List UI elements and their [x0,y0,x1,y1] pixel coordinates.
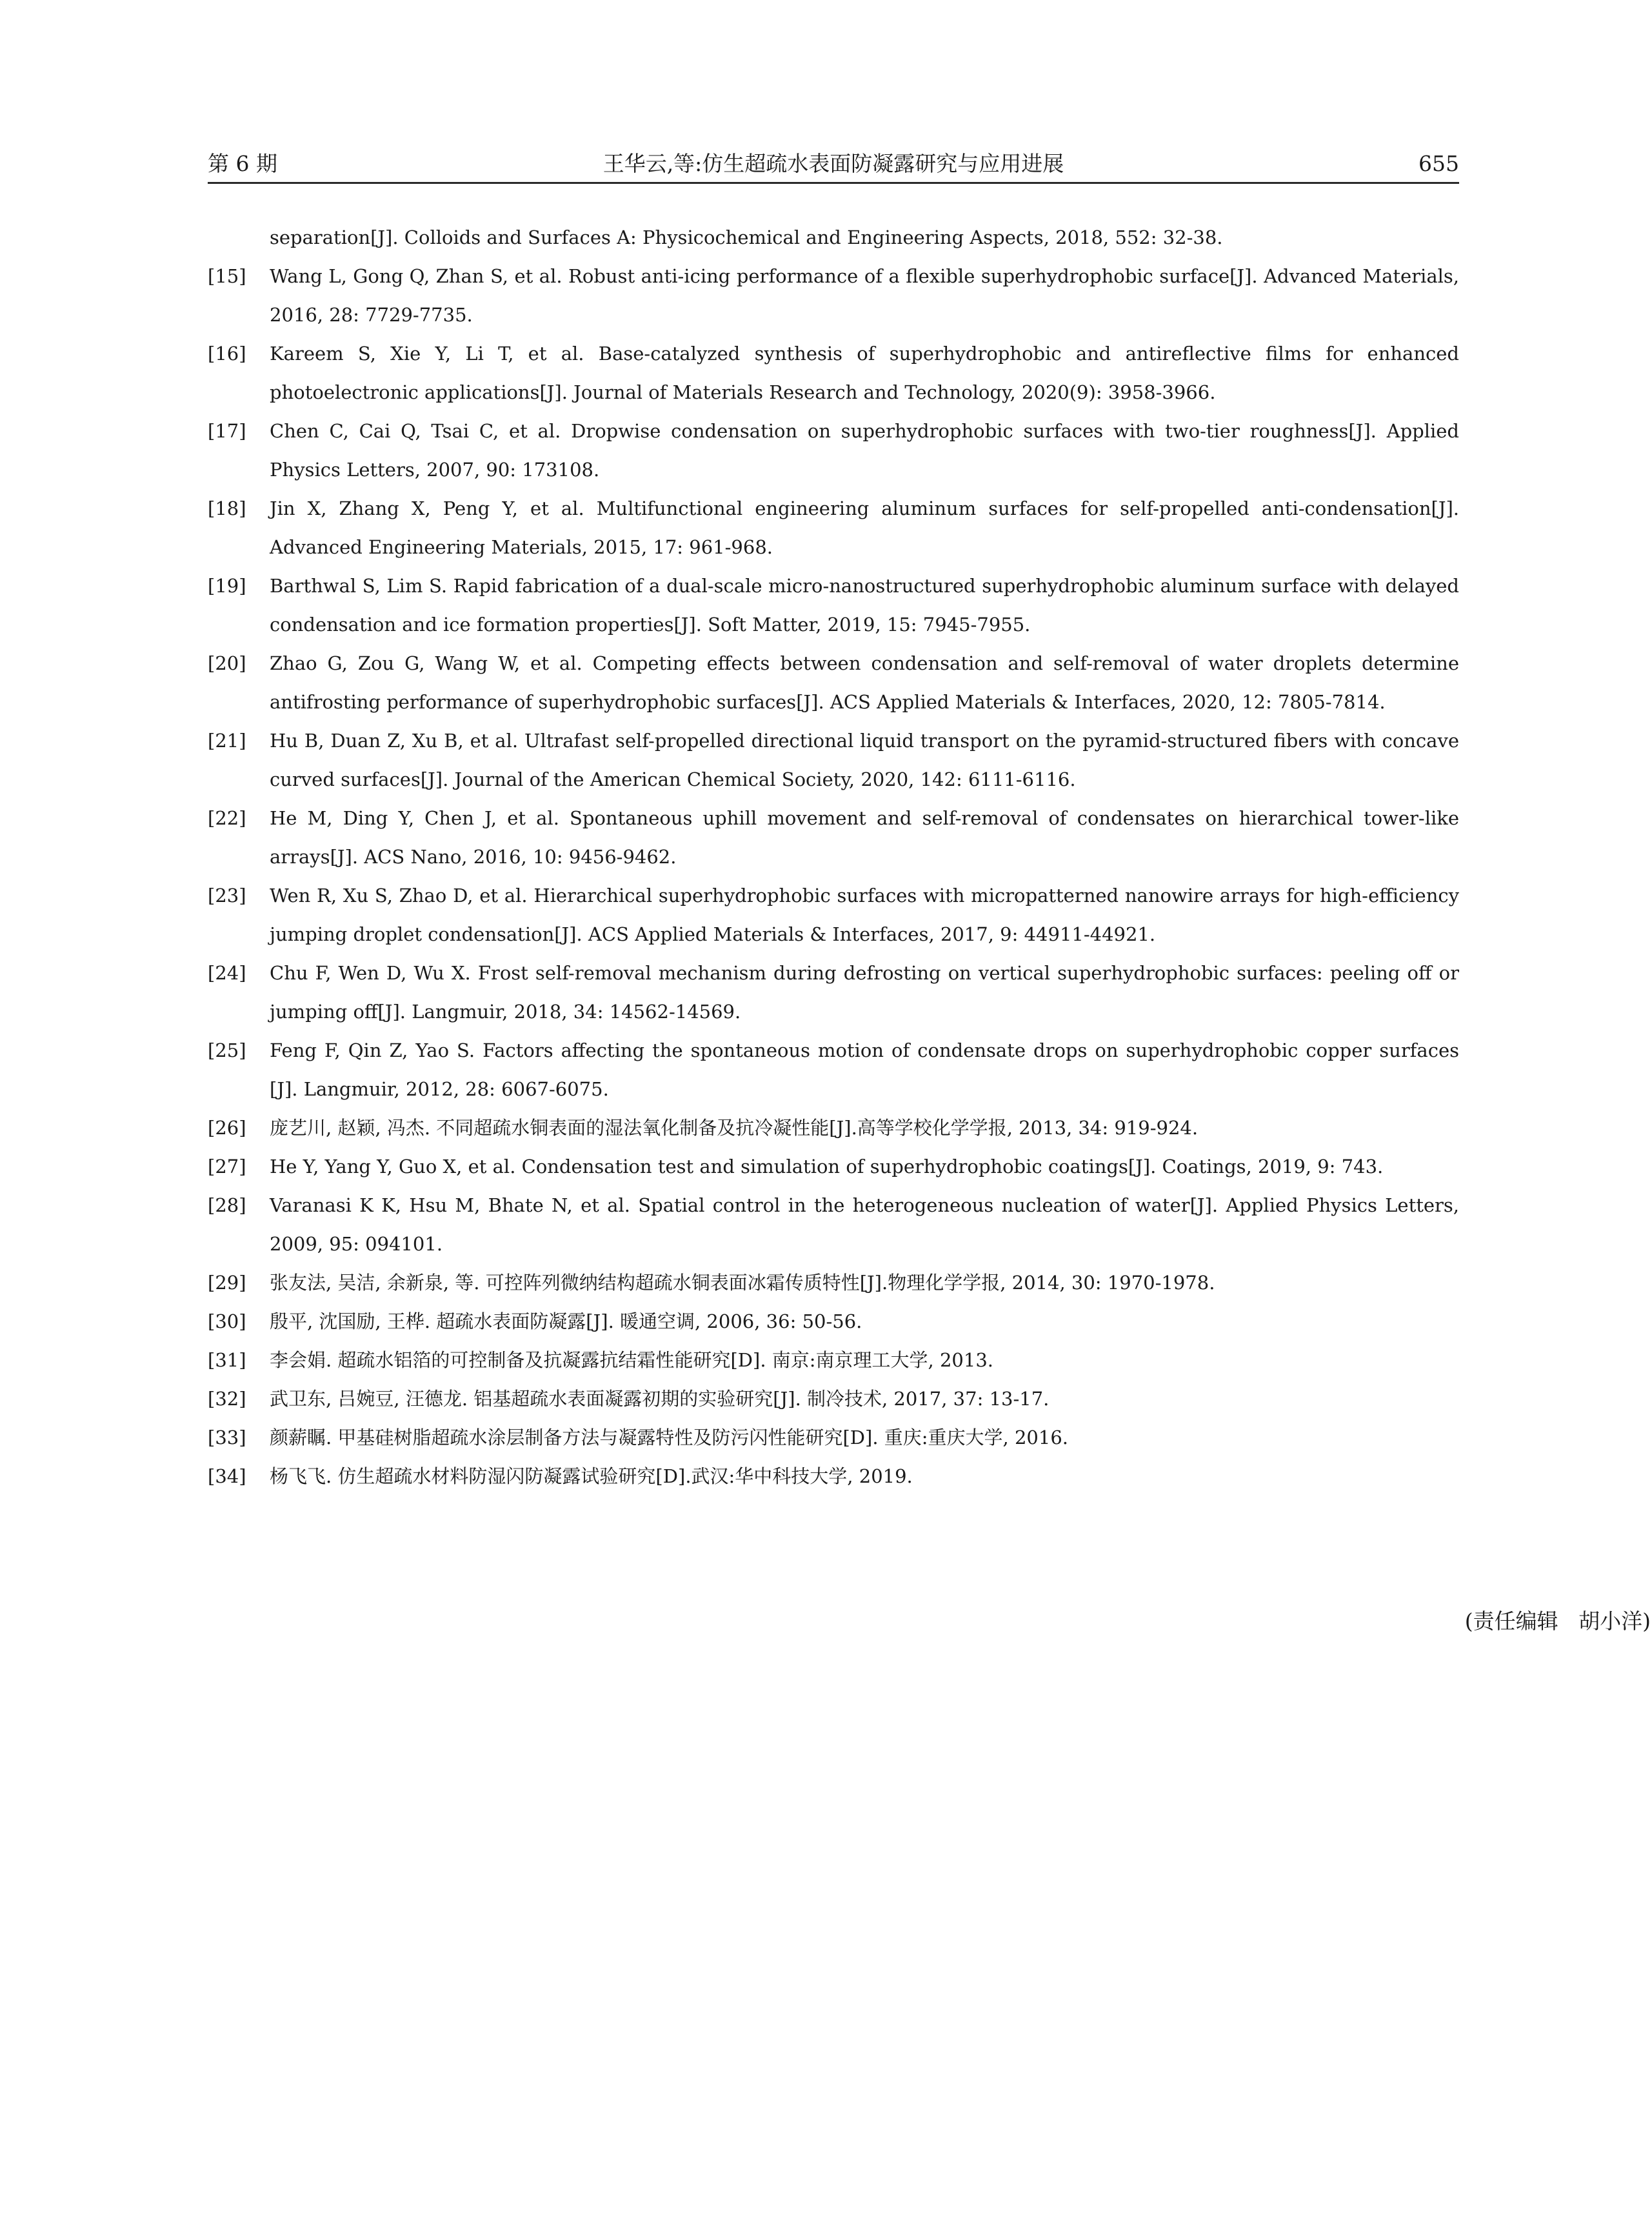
running-header [208,146,1459,184]
reference-number: [24] [208,962,246,984]
reference-item [208,489,1459,566]
reference-number: [29] [208,1272,246,1294]
reference-text: 庞艺川, 赵颖, 冯杰. 不同超疏水铜表面的湿法氧化制备及抗冷凝性能[J].高等学校化学学报, 2013, 34: 919-924. [270,1117,1199,1139]
reference-text: 颜薪瞩. 甲基硅树脂超疏水涂层制备方法与凝露特性及防污闪性能研究[D]. 重庆:重庆大学, 2016. [270,1427,1068,1448]
reference-number: [15] [208,265,246,287]
reference-item [208,721,1459,799]
reference-number: [25] [208,1039,246,1061]
reference-number: [30] [208,1310,246,1332]
reference-text: Wen R, Xu S, Zhao D, et al. Hierarchical superhydrophobic surfaces with micropatterned nanowire arrays for high-efficiency jumping droplet condensation[J]. ACS Applied Materials & Interfaces, 2017, 9: 44911-44921. [270,885,1459,945]
reference-text: Kareem S, Xie Y, Li T, et al. Base-catalyzed synthesis of superhydrophobic and antireflective films for enhanced photoelectronic applications[J]. Journal of Materials Research and Technology, 2020(9): 3958-3966. [270,343,1459,403]
reference-text: 杨飞飞. 仿生超疏水材料防湿闪防凝露试验研究[D].武汉:华中科技大学, 2019. [270,1465,913,1487]
reference-number: [19] [208,575,246,597]
reference-text: 李会娟. 超疏水铝箔的可控制备及抗凝露抗结霜性能研究[D]. 南京:南京理工大学, 2013. [270,1349,993,1371]
reference-text: Chen C, Cai Q, Tsai C, et al. Dropwise condensation on superhydrophobic surfaces with two-tier roughness[J]. Applied Physics Letters, 2007, 90: 173108. [270,420,1459,481]
reference-list [208,218,1459,1496]
reference-text: 殷平, 沈国励, 王桦. 超疏水表面防凝露[J]. 暖通空调, 2006, 36: 50-56. [270,1310,862,1332]
reference-text: Barthwal S, Lim S. Rapid fabrication of a dual-scale micro-nanostructured superhydrophobic aluminum surface with delayed condensation and ice formation properties[J]. Soft Matter, 2019, 15: 7945-7955. [270,575,1459,636]
reference-text: Varanasi K K, Hsu M, Bhate N, et al. Spatial control in the heterogeneous nucleation of water[J]. Applied Physics Letters, 2009, 95: 094101. [270,1194,1459,1255]
reference-text: Zhao G, Zou G, Wang W, et al. Competing effects between condensation and self-removal of water droplets determine antifrosting performance of superhydrophobic surfaces[J]. ACS Applied Materials & Interfaces, 2020, 12: 7805-7814. [270,652,1459,713]
reference-text: Feng F, Qin Z, Yao S. Factors affecting the spontaneous motion of condensate drops on superhydrophobic copper surfaces [J]. Langmuir, 2012, 28: 6067-6075. [270,1039,1459,1100]
reference-item [208,1031,1459,1108]
reference-text: Jin X, Zhang X, Peng Y, et al. Multifunctional engineering aluminum surfaces for self-propelled anti-condensation[J]. Advanced Engineering Materials, 2015, 17: 961-968. [270,497,1459,558]
running-title: 王华云,等:仿生超疏水表面防凝露研究与应用进展 [602,151,1064,176]
reference-number: [31] [208,1349,246,1371]
reference-text: He Y, Yang Y, Guo X, et al. Condensation test and simulation of superhydrophobic coatings[J]. Coatings, 2019, 9: 743. [270,1156,1384,1177]
reference-number: [32] [208,1388,246,1410]
reference-number: [16] [208,343,246,365]
reference-number: [23] [208,885,246,907]
reference-item [208,334,1459,412]
reference-text: 武卫东, 吕婉豆, 汪德龙. 铝基超疏水表面凝露初期的实验研究[J]. 制冷技术, 2017, 37: 13-17. [270,1388,1050,1410]
reference-number: [20] [208,652,246,674]
reference-item [208,1302,1459,1341]
reference-text: Wang L, Gong Q, Zhan S, et al. Robust anti-icing performance of a flexible superhydrophobic surface[J]. Advanced Materials, 2016, 28: 7729-7735. [270,265,1459,326]
reference-text: Hu B, Duan Z, Xu B, et al. Ultrafast self-propelled directional liquid transport on the pyramid-structured fibers with concave curved surfaces[J]. Journal of the American Chemical Society, 2020, 142: 6111-6116. [270,730,1459,790]
reference-item [208,876,1459,954]
reference-item [208,1186,1459,1263]
page-number: 655 [1418,151,1459,176]
issue-number: 第 6 期 [208,151,277,176]
reference-item [208,1263,1459,1302]
reference-item [208,1379,1459,1418]
reference-item [208,257,1459,334]
reference-text: Chu F, Wen D, Wu X. Frost self-removal mechanism during defrosting on vertical superhydrophobic surfaces: peeling off or jumping off[J]. Langmuir, 2018, 34: 14562-14569. [270,962,1459,1023]
reference-item [208,1108,1459,1147]
reference-number: [27] [208,1156,246,1177]
reference-continuation [208,218,1459,257]
reference-text: separation[J]. Colloids and Surfaces A: Physicochemical and Engineering Aspects, 2018, 552: 32-38. [270,226,1223,248]
reference-number: [21] [208,730,246,752]
reference-item [208,644,1459,721]
reference-item [208,799,1459,876]
reference-item [208,954,1459,1031]
reference-text: He M, Ding Y, Chen J, et al. Spontaneous uphill movement and self-removal of condensates on hierarchical tower-like arrays[J]. ACS Nano, 2016, 10: 9456-9462. [270,807,1459,868]
reference-number: [22] [208,807,246,829]
reference-item [208,1457,1459,1496]
reference-number: [33] [208,1427,246,1448]
reference-number: [28] [208,1194,246,1216]
reference-item [208,1341,1459,1379]
responsible-editor: (责任编辑 胡小洋) [1464,1608,1651,1634]
reference-item [208,412,1459,489]
reference-item [208,1147,1459,1186]
reference-number: [34] [208,1465,246,1487]
reference-number: [18] [208,497,246,519]
reference-item [208,1418,1459,1457]
reference-item [208,566,1459,644]
reference-text: 张友法, 吴洁, 余新泉, 等. 可控阵列微纳结构超疏水铜表面冰霜传质特性[J].物理化学学报, 2014, 30: 1970-1978. [270,1272,1215,1294]
reference-number: [26] [208,1117,246,1139]
reference-number: [17] [208,420,246,442]
